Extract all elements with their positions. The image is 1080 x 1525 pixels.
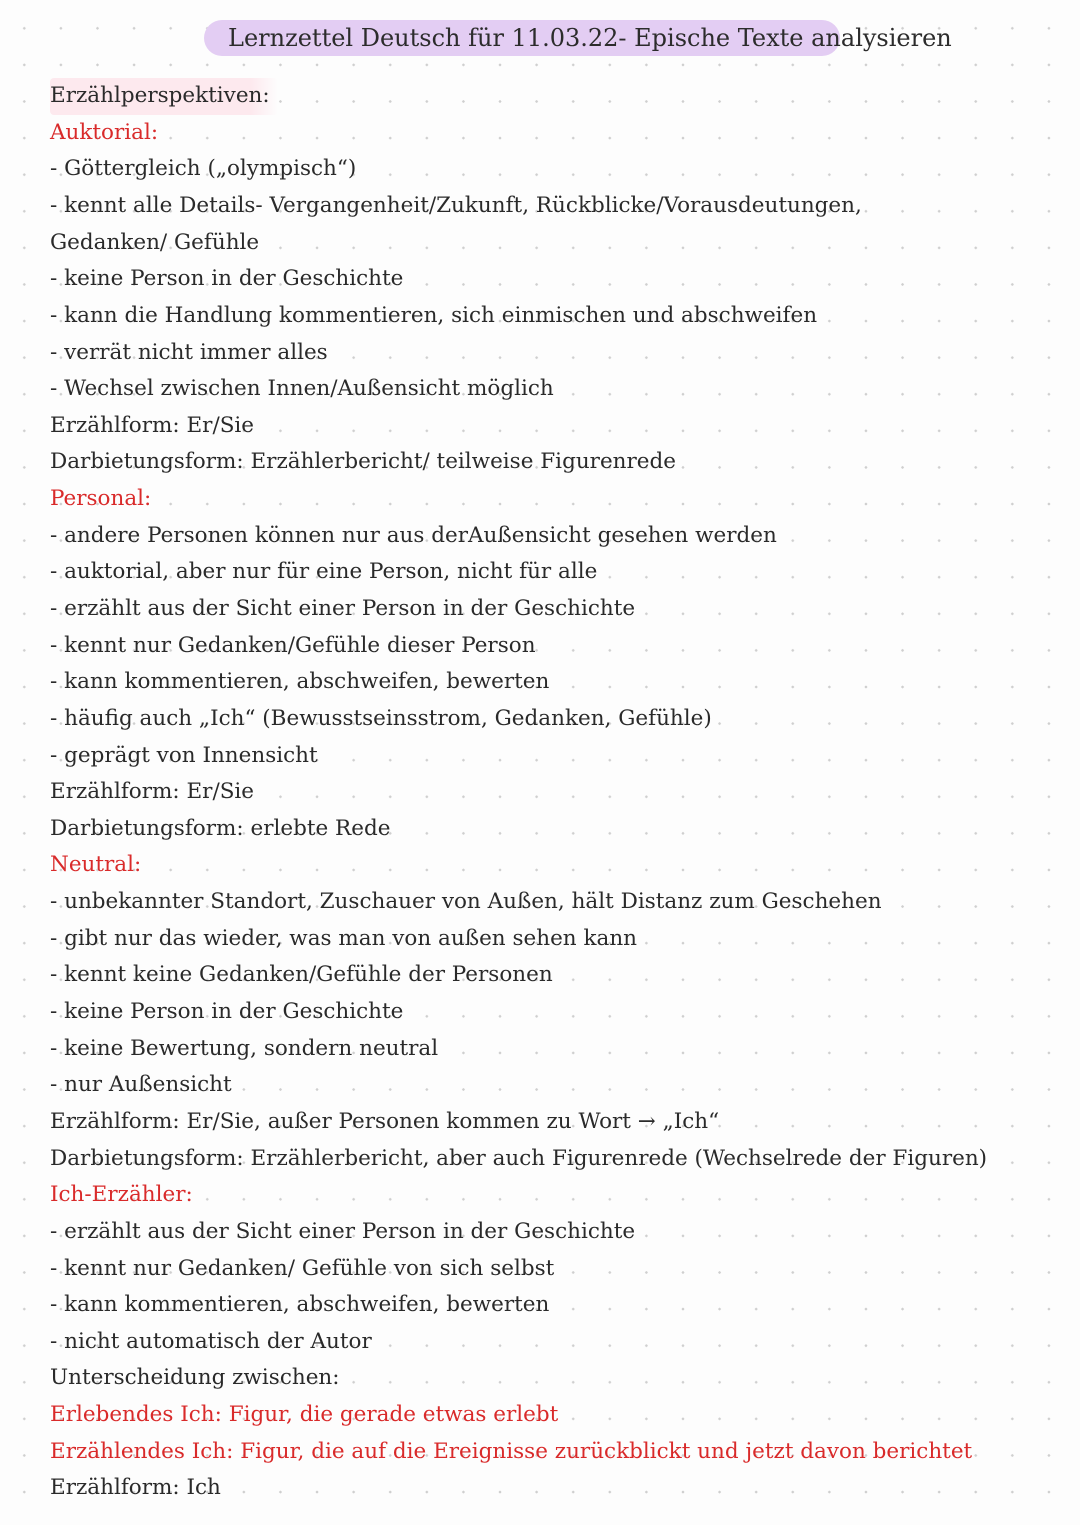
notes-content: [50, 78, 1050, 1507]
ich-item: - erzählt aus der Sicht einer Person in der Geschichte: [50, 1218, 636, 1244]
neutral-item: - gibt nur das wieder, was man von außen sehen kann: [50, 925, 638, 951]
neutral-darbietungsform: Darbietungsform: Erzählerbericht, aber auch Figurenrede (Wechselrede der Figuren): [50, 1145, 988, 1171]
ich-item: - nicht automatisch der Autor: [50, 1328, 372, 1354]
neutral-item: - unbekannter Standort, Zuschauer von Außen, hält Distanz zum Geschehen: [50, 889, 882, 915]
personal-item: - geprägt von Innensicht: [50, 742, 318, 768]
personal-erzaehlform: Erzählform: Er/Sie: [50, 779, 255, 805]
ich-erzaehlform: Erzählform: Ich: [50, 1475, 221, 1501]
personal-item: - kennt nur Gedanken/Gefühle dieser Person: [50, 632, 536, 658]
personal-label: Personal:: [50, 486, 152, 512]
neutral-item: - kennt keine Gedanken/Gefühle der Personen: [50, 962, 553, 988]
personal-item: - andere Personen können nur aus derAußensicht gesehen werden: [50, 522, 777, 548]
heading-row: [50, 78, 1050, 115]
personal-item: - erzählt aus der Sicht einer Person in der Geschichte: [50, 596, 636, 621]
neutral-label: Neutral:: [50, 852, 142, 878]
auktorial-item: - kennt alle Details- Vergangenheit/Zukunft, Rückblicke/Vorausdeutungen, Gedanken/ Gefühle: [50, 192, 862, 255]
auktorial-erzaehlform: Erzählform: Er/Sie: [50, 412, 255, 438]
auktorial-item: - keine Person in der Geschichte: [50, 266, 404, 292]
section-heading: Erzählperspektiven:: [50, 78, 278, 115]
page-title: Lernzettel Deutsch für 11.03.22- Epische Texte analysieren: [228, 24, 952, 52]
neutral-item: - keine Person in der Geschichte: [50, 999, 404, 1025]
auktorial-item: - kann die Handlung kommentieren, sich einmischen und abschweifen: [50, 302, 818, 328]
auktorial-darbietungsform: Darbietungsform: Erzählerbericht/ teilweise Figurenrede: [50, 449, 677, 475]
auktorial-label: Auktorial:: [50, 119, 159, 145]
ich-item: - kann kommentieren, abschweifen, bewerten: [50, 1292, 550, 1318]
personal-darbietungsform: Darbietungsform: erlebte Rede: [50, 815, 391, 841]
ich-erzaehlendes: Erzählendes Ich: Figur, die auf die Ereignisse zurückblickt und jetzt davon berichtet: [50, 1438, 973, 1464]
ich-unterscheidung: Unterscheidung zwischen:: [50, 1365, 340, 1391]
ich-item: - kennt nur Gedanken/ Gefühle von sich selbst: [50, 1255, 555, 1281]
neutral-item: - nur Außensicht: [50, 1072, 232, 1098]
auktorial-item: - verrät nicht immer alles: [50, 339, 328, 365]
neutral-item: - keine Bewertung, sondern neutral: [50, 1035, 439, 1061]
personal-item: - häufig auch „Ich“ (Bewusstseinsstrom, Gedanken, Gefühle): [50, 705, 712, 731]
neutral-erzaehlform: Erzählform: Er/Sie, außer Personen kommen zu Wort → „Ich“: [50, 1108, 720, 1134]
personal-item: - kann kommentieren, abschweifen, bewerten: [50, 669, 550, 695]
personal-item: - auktorial, aber nur für eine Person, nicht für alle: [50, 559, 598, 585]
auktorial-item: - Wechsel zwischen Innen/Außensicht möglich: [50, 376, 554, 402]
auktorial-item: - Göttergleich („olympisch“): [50, 156, 357, 182]
ich-erlebendes: Erlebendes Ich: Figur, die gerade etwas erlebt: [50, 1402, 559, 1428]
ich-label: Ich-Erzähler:: [50, 1182, 193, 1208]
